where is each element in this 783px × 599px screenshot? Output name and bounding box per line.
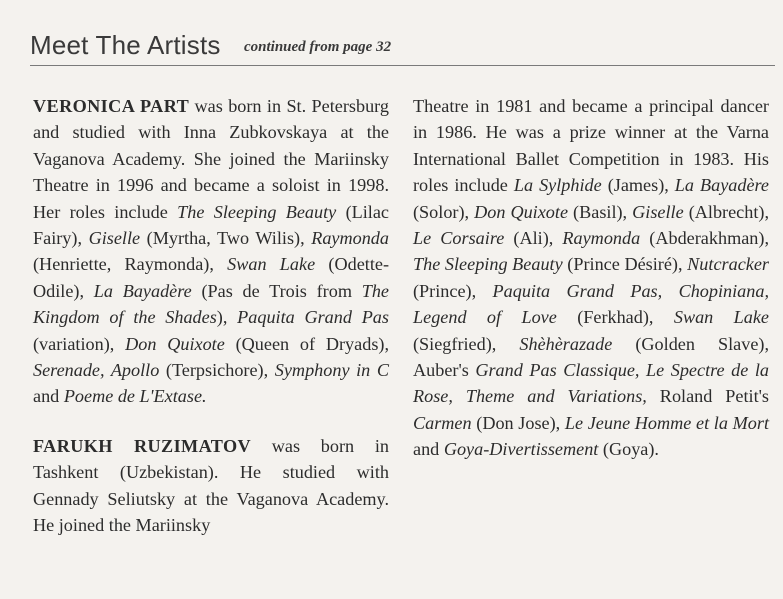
text-run: Roland Petit's — [646, 386, 769, 407]
bio-veronica-part — [33, 93, 389, 410]
text-run: (Solor), — [413, 201, 475, 222]
work-title: Swan Lake — [227, 254, 316, 275]
work-title: Symphony in C — [274, 360, 389, 381]
text-run: ), — [216, 307, 238, 328]
work-title: The Kingdom of the Shades — [33, 280, 389, 328]
work-title: Serenade, Apollo — [33, 360, 160, 381]
bio-text — [413, 96, 769, 459]
text-run: (Basil), — [568, 201, 633, 222]
text-run: (Myrtha, Two Wilis), — [140, 228, 312, 249]
work-title: Paquita Grand Pas — [237, 307, 389, 328]
text-run: (James), — [601, 175, 675, 196]
text-run: (Queen of Dryads), — [224, 333, 389, 354]
page-title: Meet The Artists — [30, 30, 221, 60]
work-title: Giselle — [632, 201, 684, 222]
text-run: and — [413, 439, 444, 460]
work-title: Grand Pas Classique, Le Spectre de la Rose, Theme and Variations, — [413, 360, 769, 407]
text-run: (Henriette, Raymonda), — [33, 254, 228, 275]
bio-farukh-ruzimatov — [33, 433, 389, 539]
text-run: (Golden Slave), Auber's — [413, 333, 770, 381]
text-run: (Abderakhman), — [640, 228, 769, 249]
right-column — [413, 93, 769, 463]
work-title: Le Jeune Homme et la Mort — [564, 412, 769, 433]
work-title: La Bayadère — [674, 175, 770, 196]
text-run: (Don Jose), — [471, 412, 565, 433]
work-title: Paquita Grand Pas, Chopiniana, Legend of Love — [413, 280, 770, 328]
bio-text — [33, 96, 389, 406]
header-rule — [30, 65, 775, 66]
work-title: Le Corsaire — [413, 228, 505, 249]
text-run: (Lilac Fairy), — [33, 201, 390, 249]
text-run: (Odette-Odile), — [33, 254, 390, 301]
left-column — [33, 93, 389, 539]
text-run: (Goya). — [598, 439, 659, 460]
work-title: Don Quixote — [474, 201, 569, 222]
text-run: and — [33, 386, 64, 407]
work-title: Nutcracker — [687, 254, 769, 275]
text-run: (Prince Désiré), — [562, 254, 688, 275]
artist-name: FARUKH RUZIMATOV — [33, 435, 252, 456]
work-title: The Sleeping Beauty — [177, 201, 337, 222]
text-run: was born in Tashkent (Uzbekistan). He studied with Gennady Seliutsky at the Vaganova Academy. He joined the Mariinsky — [33, 435, 389, 536]
work-title: Don Quixote — [125, 333, 225, 354]
page-header — [30, 30, 775, 66]
work-title: Swan Lake — [673, 307, 769, 328]
text-run: (variation), — [33, 333, 126, 354]
text-run: (Ali), — [504, 228, 563, 249]
text-run: (Pas de Trois from — [191, 280, 362, 301]
work-title: La Bayadère — [93, 280, 192, 301]
work-title: Poeme de L'Extase. — [63, 386, 207, 407]
artist-name: VERONICA PART — [33, 96, 190, 116]
work-title: Raymonda — [311, 228, 389, 249]
text-run: (Siegfried), — [413, 333, 520, 354]
work-title: The Sleeping Beauty — [413, 254, 563, 275]
work-title: Raymonda — [562, 228, 641, 249]
work-title: Shèhèrazade — [519, 333, 613, 354]
text-run: (Albrecht), — [683, 201, 769, 222]
text-run: Theatre in 1981 and became a principal dancer in 1986. He was a prize winner at the Varna International Ballet Competition in 1983. His roles include — [413, 96, 769, 196]
work-title: Giselle — [88, 228, 141, 249]
work-title: Goya-Divertissement — [443, 439, 599, 460]
text-run: (Prince), — [413, 280, 493, 301]
text-run: (Terpsichore), — [159, 360, 275, 381]
text-run: was born in St. Petersburg and studied with Inna Zubkovskaya at the Vaganova Academy. She joined the Mariinsky Theatre in 1996 and became a soloist in 1998. Her roles include — [33, 96, 389, 222]
continued-note: continued from page 32 — [244, 39, 392, 55]
bio-farukh-ruzimatov-continued — [413, 93, 769, 463]
work-title: Carmen — [413, 412, 472, 433]
text-run: (Ferkhad), — [556, 307, 674, 328]
work-title: La Sylphide — [513, 175, 602, 196]
